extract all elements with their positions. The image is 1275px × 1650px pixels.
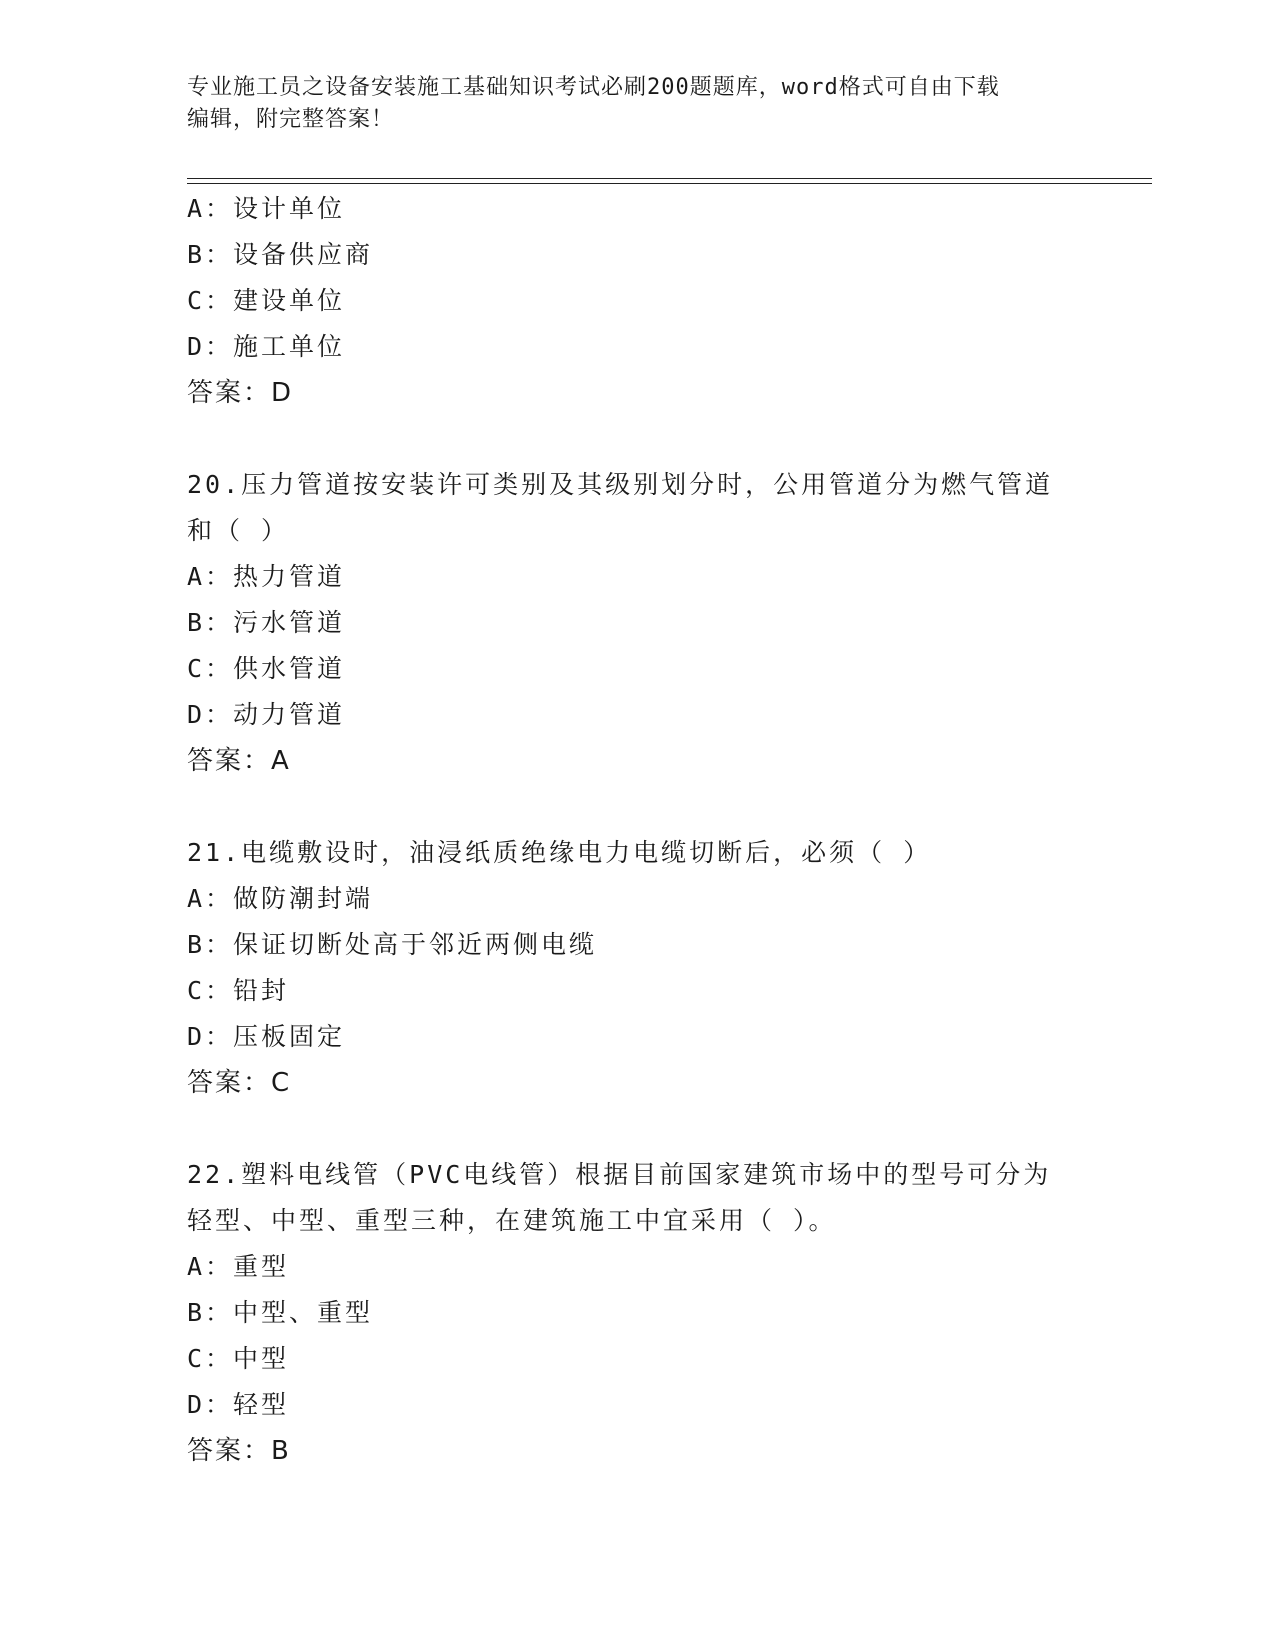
question-stem: 20.压力管道按安装许可类别及其级别划分时，公用管道分为燃气管道 [187,470,1054,499]
option-b: B：保证切断处高于邻近两侧电缆 [187,930,598,959]
answer: 答案：D [187,378,294,408]
question-21 [187,830,1087,1106]
option-b: B：污水管道 [187,608,346,637]
answer: 答案：A [187,746,291,776]
header-line-2: 编辑，附完整答案！ [187,107,395,132]
document-header [187,72,1087,136]
option-d: D：压板固定 [187,1022,346,1051]
answer: 答案：B [187,1436,291,1466]
option-b: B：中型、重型 [187,1298,374,1327]
option-b: B：设备供应商 [187,240,374,269]
answer: 答案：C [187,1068,292,1098]
spacer [187,784,1087,830]
question-stem-continued: 和（ ） [187,516,290,545]
question-stem: 21.电缆敷设时，油浸纸质绝缘电力电缆切断后，必须（ ） [187,838,932,867]
option-a: A：重型 [187,1252,290,1281]
document-body [187,186,1087,1474]
option-c: C：供水管道 [187,654,346,683]
header-divider-top [187,178,1152,179]
spacer [187,416,1087,462]
option-a: A：做防潮封端 [187,884,374,913]
option-d: D：施工单位 [187,332,346,361]
option-d: D：轻型 [187,1390,290,1419]
question-stem: 22.塑料电线管（PVC电线管）根据目前国家建筑市场中的型号可分为 [187,1160,1052,1189]
question-19 [187,186,1087,416]
header-divider-bottom [187,183,1152,184]
option-d: D：动力管道 [187,700,346,729]
spacer [187,1106,1087,1152]
question-22 [187,1152,1087,1474]
option-a: A：设计单位 [187,194,346,223]
option-c: C：铅封 [187,976,290,1005]
option-c: C：中型 [187,1344,290,1373]
header-line-1: 专业施工员之设备安装施工基础知识考试必刷200题题库，word格式可自由下载 [187,75,1000,100]
question-20 [187,462,1087,784]
option-c: C：建设单位 [187,286,346,315]
option-a: A：热力管道 [187,562,346,591]
question-stem-continued: 轻型、中型、重型三种，在建筑施工中宜采用（ ）。 [187,1206,837,1235]
